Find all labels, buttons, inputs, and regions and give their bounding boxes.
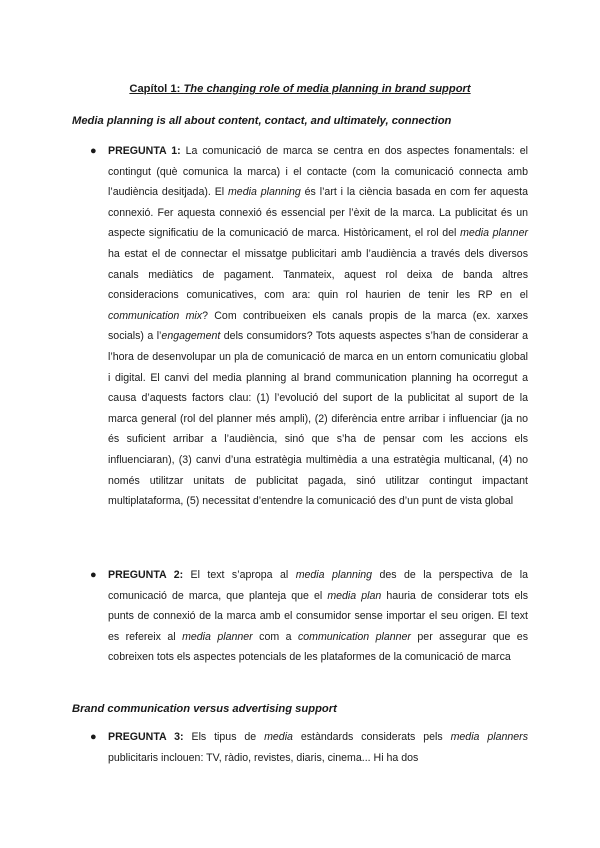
question-item-1 [108, 141, 528, 512]
italic-term: media [264, 731, 293, 743]
text-run: dels consumidors? Tots aquests aspectes s’han de considerar a l’hora de desenvolupar un pla de comunicació de marca en un entorn comunicatiu global i digital. El canvi del media planning al brand communication planning ha ocorregut a causa d’aquests factors clau: (1) l’evolució del suport de la publicitat al suport de la marca general (rol del planner més ampli), (2) diferència entre arribar i influenciar (ja no és suficient arribar a l’audiència, sinó que s’ha de pensar com les accions els influenciaran), (3) canvi d’una estratègia multimèdia a una estratègia multicanal, (4) no només utilitzar unitats de publicitat pagada, sinó utilitzar contingut impactant multiplataforma, (5) necessitat d’entendre la comunicació des d’un punt de vista global [108, 330, 528, 508]
bullet-icon: ● [90, 145, 97, 157]
bullet-icon: ● [90, 569, 97, 581]
text-run: La comunicació de marca se centra en dos aspectes fonamentals: el contingut (què comunica la marca) i el contacte (com la comunicació connecta amb l’audiència desitjada). El [108, 145, 528, 199]
text-run: hauria de considerar tots els punts de connexió de la marca amb el consumidor sense importar el seu origen. El text es refereix al [108, 589, 528, 643]
title-prefix: Capítol 1: [129, 83, 184, 95]
italic-term: media planning [227, 186, 301, 199]
italic-term: communication planner [297, 630, 411, 643]
question-item-3 [108, 727, 528, 768]
text-run: Els tipus de [183, 731, 265, 743]
section-heading-2: Brand communication versus advertising support [72, 703, 337, 715]
text-run: publicitaris inclouen: TV, ràdio, revistes, diaris, cinema... Hi ha dos [108, 751, 419, 764]
question-label: PREGUNTA 3: [108, 731, 184, 743]
text-run: El text s’apropa al [183, 569, 296, 581]
italic-term: communication mix [108, 309, 203, 322]
title-italic: The changing role of media planning in brand support [183, 83, 471, 95]
question-label: PREGUNTA 1: [108, 145, 181, 157]
text-run: estàndards considerats pels [292, 731, 451, 743]
text-run: ha estat el de connectar el missatge publicitari amb l’audiència a través dels diversos canals mediàtics de pagament. Tanmateix, aquest rol deixa de banda altres consideracions comunicatives, com ara: quin rol haurien de tenir les RP en el [108, 247, 528, 302]
bullet-icon: ● [90, 731, 97, 743]
text-run: com a [252, 630, 298, 643]
italic-term: engagement [161, 330, 221, 343]
italic-term: media planning [295, 569, 373, 581]
italic-term: media plan [327, 589, 382, 602]
question-item-2 [108, 565, 528, 668]
section-heading-1: Media planning is all about content, contact, and ultimately, connection [72, 115, 452, 127]
italic-term: media planners [450, 731, 528, 743]
text-run: és l’art i la ciència basada en com fer aquesta connexió. Fer aquesta connexió és essencial per l’èxit de la marca. La publicitat és un aspecte significatiu de la comunicació de marca. Històricament, el rol del [108, 186, 528, 240]
text-run: ? Com contribueixen els canals propis de la marca (ex. xarxes socials) a l’ [108, 309, 528, 343]
text-run: des de la perspectiva de la comunicació de marca, que planteja que el [108, 569, 528, 602]
italic-term: media planner [182, 630, 253, 643]
question-label: PREGUNTA 2: [108, 569, 184, 581]
text-run: per assegurar que es cobreixen tots els aspectes potencials de les plataformes de la comunicació de marca [108, 630, 528, 664]
page-title [0, 81, 600, 97]
italic-term: media planner [460, 227, 528, 240]
